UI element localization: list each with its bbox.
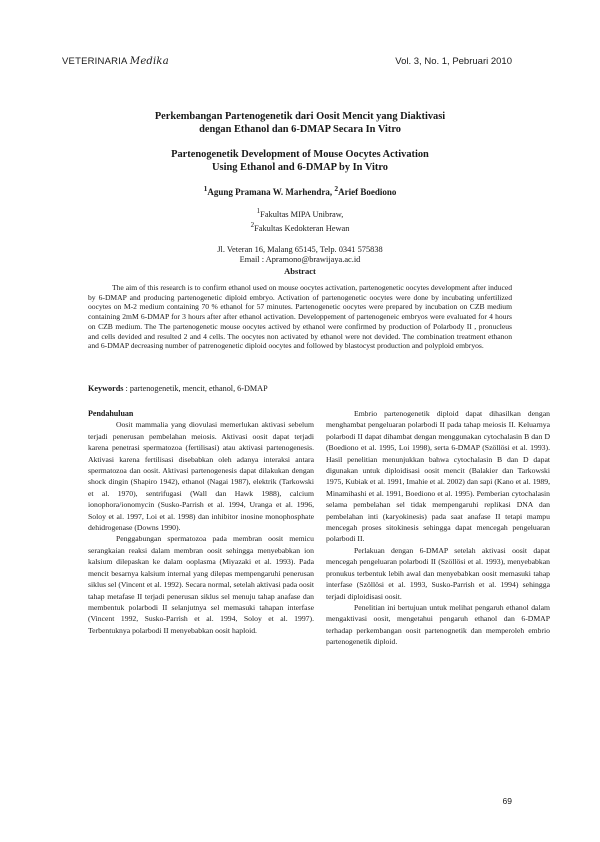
title-en-line2: Using Ethanol and 6-DMAP by In Vitro <box>212 162 388 173</box>
keywords-label: Keywords <box>88 384 124 393</box>
title-id-line2: dengan Ethanol dan 6-DMAP Secara In Vitro <box>199 124 401 135</box>
left-paragraph-2: Penggabungan spermatozoa pada membran oosit memicu serangkaian reaksi dalam membran oosit sehingga menyebabkan ion kalsium dilepaskan ke dalam ooplasma (Miyazaki et al. 1993). Pada mencit besarnya kalsium internal yang dilepas mempengaruhi penerusan siklus sel (Vincent et al. 1992). Secara normal, setelah aktivasi pada oosit tahap metafase II terjadi penerusan siklus sel menuju tahap anafase dan membentuk polarbodi II selanjutnya sel memasuki tahapan interfase (Vincent 1992, Susko-Parrish et al. 1994, Soloy et al. 1997). Terbentuknya polarbodi II menyebabkan oosit haploid. <box>88 534 314 635</box>
volume-info: Vol. 3, No. 1, Pebruari 2010 <box>395 56 512 67</box>
affiliation-1: $^1$Fakultas MIPA Unibraw, <box>256 207 344 219</box>
section-heading-introduction: Pendahuluan <box>88 409 134 418</box>
affiliations <box>90 206 510 235</box>
title-english <box>90 148 510 174</box>
abstract-text: The aim of this research is to confirm ethanol used on mouse oocytes activation, partenogenetic oocytes development after induced by 6-DMAP and producing partenogenetic diploid embryo. Activation of partenogenetic oocytes were done by incubating unfertilized oocytes on M-2 medium containing 70 % ethanol for 57 minutes. Partenogenetic oocytes were prepared by incubation on CZB medium containing 2mM 6-DMAP for 3 hours after after ethanol activation. Developpement of partenogeneic embryos were evaluated for 4 hours on CZB medium. The The partenogenetic mouse oocytes actived by ethanol were confirmed by production of Polarbody II , pronucleus and cells devided and resulted 2 and 4 cells. The oocytes non activated by ethanol were not devided. The combination treatment ethanon and 6-DMAP decreasing number of patrenogenetic diploid oocytes and followed by blastocyst production and polyploid embryos. <box>88 283 512 351</box>
contact-info <box>90 245 510 266</box>
right-paragraph-1: Embrio partenogenetik diploid dapat dihasilkan dengan menghambat pengeluaran polarbodi II pada tahap meiosis II. Keluarnya polarbodi II dapat dihambat dengan menggunakan cytochalasin B dan D (Boediono et al. 1995, Loi 1998), serta 6-DMAP (Szöllösi et al. 1993). Hasil penelitian menunjukkan bahwa cytochalasin B dan D dapat digunakan untuk diploidisasi oosit mencit (Balakier dan Tarkowski 1975, Kubiak et al. 1991, Imahie et al. 2002) dan sapi (Kano et al. 1989, Minamihashi et al. 1991, Boediono et al. 1995). Pemberian cytochalasin selama pembelahan sel tidak mempengaruhi replikasi DNA dan pembelahan inti (karyokinesis) pada saat anafase II tetapi mampu mencegah proses sitokinesis sehingga dapat mencegah pengeluaran polarbodi II. <box>326 409 550 544</box>
address-line: Jl. Veteran 16, Malang 65145, Telp. 0341 575838 <box>217 244 383 254</box>
email-line: Email : Apramono@brawijaya.ac.id <box>239 255 361 265</box>
journal-name-script: Medika <box>129 56 169 67</box>
left-column <box>88 408 314 636</box>
title-id-line1: Perkembangan Partenogenetik dari Oosit Mencit yang Diaktivasi <box>154 111 446 122</box>
title-indonesian <box>90 110 510 136</box>
keywords-text: : partenogenetik, mencit, ethanol, 6-DMAP <box>123 384 268 393</box>
left-paragraph-1: Oosit mammalia yang diovulasi memerlukan aktivasi sebelum terjadi penerusan pembelahan meiosis. Aktivasi oosit dapat terjadi karena penetrasi spermatozoa (fertilisasi) atau aktivasi partenogenesis. Aktivasi karena fertilisasi disebabkan oleh adanya interaksi antara spermatozoa dan oosit. Aktivasi partenogenesis dapat dilakukan dengan shock dingin (Shapiro 1942), ethanol (Nagai 1987), elektrik (Tarkowski et al. 1970), sentrifugasi (Wall dan Hawk 1988), calcium ionophora/ionomycin (Susko-Parrish et al. 1994, Uranga et al. 1996, Soloy et al. 1997, Loi et al. 1998) dan inhibitor inosine monophosphate dehidrogenase (Downs 1990). <box>88 420 314 533</box>
abstract-heading: Abstract <box>284 266 316 276</box>
right-paragraph-3: Penelitian ini bertujuan untuk melihat pengaruh ethanol dalam mengaktivasi oosit, mengetahui pengaruh ethanol dan 6-DMAP terhadap perkembangan oosit partenognetik dan memperoleh embrio partenogenetik diploid. <box>326 602 550 647</box>
right-paragraph-2: Perlakuan dengan 6-DMAP setelah aktivasi oosit dapat mencegah pengeluaran polarbodi II (Szöllösi et al. 1993), menyebabkan pronukus terbentuk lebih awal dan menyebabkan oosit memasuki tahap interfase (Szöllösi et al. 1993, Susko-Parrish et al. 1994) sehingga terjadi diploidisasi oosit. <box>326 545 550 601</box>
right-column <box>326 408 550 648</box>
affiliation-2: $^2$Fakultas Kedokteran Hewan <box>250 221 350 234</box>
running-header <box>62 56 512 72</box>
title-block <box>90 110 510 266</box>
authors: $^1$Agung Pramana W. Marhendra, $^2$Arief Boediono <box>203 184 397 197</box>
title-en-line1: Partenogenetik Development of Mouse Oocytes Activation <box>171 149 429 160</box>
journal-name: VETERINARIA Medika <box>62 56 169 67</box>
keywords <box>88 384 512 393</box>
page-number: 69 <box>502 796 512 806</box>
